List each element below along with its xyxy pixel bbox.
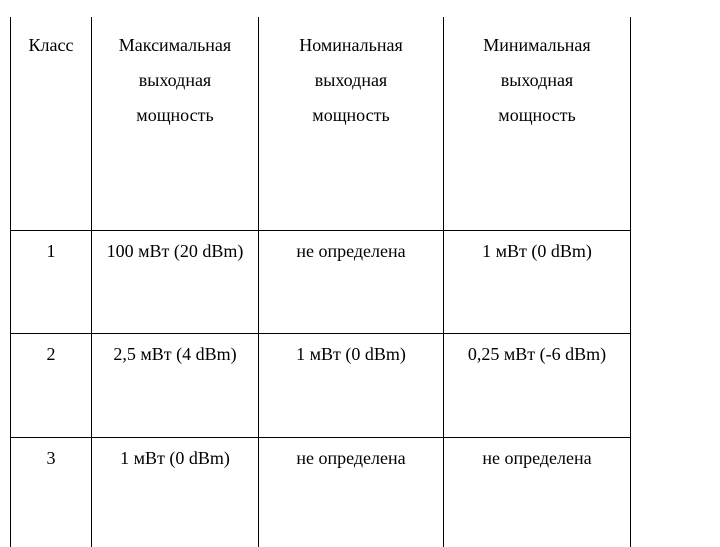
- cell-max-power: 1 мВт (0 dBm): [92, 437, 259, 547]
- table-row: [11, 437, 631, 547]
- table-header-row: [11, 17, 631, 230]
- cell-nominal-power: 1 мВт (0 dBm): [259, 333, 444, 437]
- header-min-line-1: Минимальная: [483, 35, 591, 55]
- cell-class: 3: [11, 437, 92, 547]
- header-max-line-2: выходная: [138, 70, 212, 90]
- header-nominal-line-3: мощность: [312, 105, 390, 125]
- cell-class: 1: [11, 230, 92, 333]
- cell-class: 2: [11, 333, 92, 437]
- cell-nominal-power: не определена: [259, 437, 444, 547]
- header-max-power: [92, 17, 259, 230]
- cell-max-power: 2,5 мВт (4 dBm): [92, 333, 259, 437]
- cell-min-power: 1 мВт (0 dBm): [444, 230, 631, 333]
- header-max-line-3: мощность: [136, 105, 214, 125]
- header-nominal-line-2: выходная: [314, 70, 388, 90]
- cell-nominal-power: не определена: [259, 230, 444, 333]
- header-nominal-line-1: Номинальная: [299, 35, 403, 55]
- header-nominal-power: [259, 17, 444, 230]
- header-min-line-3: мощность: [498, 105, 576, 125]
- header-max-line-1: Максимальная: [118, 35, 232, 55]
- header-min-power: [444, 17, 631, 230]
- table-row: [11, 230, 631, 333]
- header-class-label: Класс: [28, 35, 74, 55]
- cell-min-power: 0,25 мВт (-6 dBm): [444, 333, 631, 437]
- power-class-table: [10, 17, 631, 547]
- cell-max-power: 100 мВт (20 dBm): [92, 230, 259, 333]
- table-row: [11, 333, 631, 437]
- header-min-line-2: выходная: [500, 70, 574, 90]
- cell-min-power: не определена: [444, 437, 631, 547]
- header-class: [11, 17, 92, 230]
